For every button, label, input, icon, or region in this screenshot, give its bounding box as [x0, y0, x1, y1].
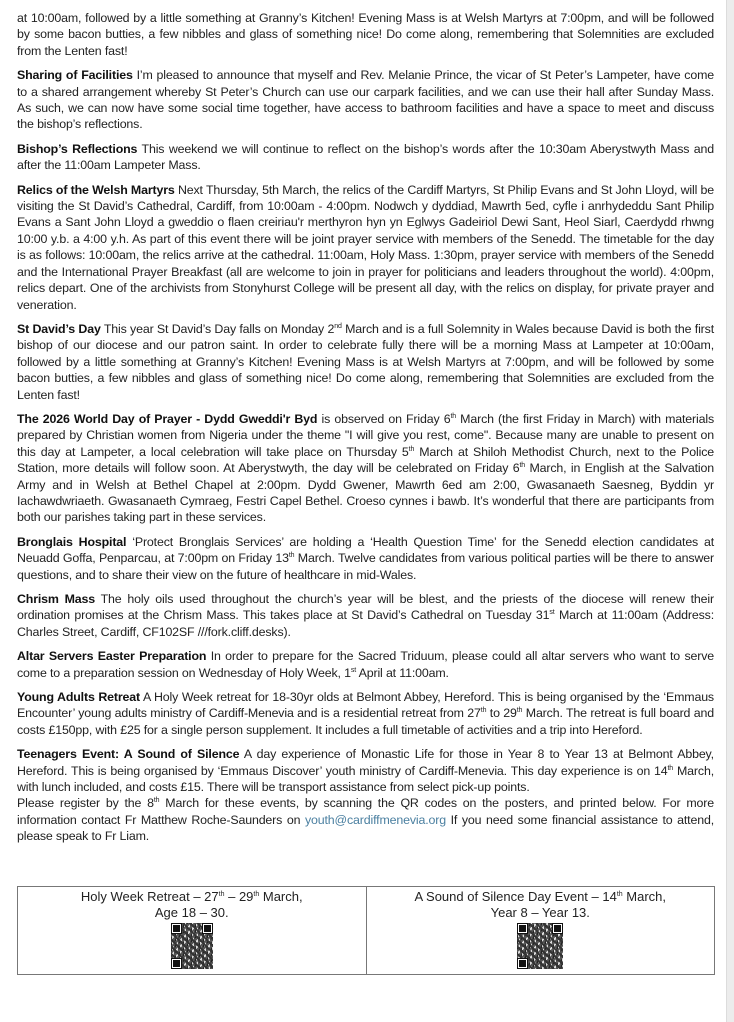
cell-text: A Sound of Silence Day Event – 14 [414, 889, 617, 904]
sound-of-silence-title [371, 889, 711, 905]
section-body: The holy oils used throughout the church’s year will be blest, and the priests of the diocese will renew their ordination promises at the Chrism Mass. This takes place at St David’s Cathedral on Tuesday 31 [17, 592, 714, 623]
ordinal-suffix: th [480, 707, 487, 715]
holy-week-retreat-title [22, 889, 362, 905]
qr-finder-pattern [172, 924, 181, 933]
register-text: If you need some financial assistance to attend, please speak to Fr Liam. [17, 812, 714, 844]
qr-finder-pattern [172, 959, 181, 968]
holy-week-retreat-age: Age 18 – 30. [154, 905, 229, 920]
section-young-adults-retreat [17, 689, 714, 738]
section-teenagers-event [17, 746, 714, 795]
section-body: A day experience of Monastic Life for those in Year 8 to Year 13 at Belmont Abbey, Hereford. This is being organised by ‘Emmaus Discover’ youth ministry of Cardiff-Menevia. This day experience is on 14 [17, 747, 714, 778]
qr-finder-pattern [553, 924, 562, 933]
section-body: In order to prepare for the Sacred Triduum, please could all altar servers who want to serve come to a preparation session on Wednesday of Holy Week, 1 [17, 649, 714, 680]
qr-finder-pattern [203, 924, 212, 933]
ordinal-suffix: th [288, 552, 295, 560]
register-note [17, 795, 714, 844]
section-body: April at 11:00am. [356, 665, 449, 680]
section-body: A Holy Week retreat for 18-30yr olds at Belmont Abbey, Hereford. This is being organised by the ‘Emmaus Encounter’ young adults ministry of Cardiff-Menevia and is a residential retreat from 27 [17, 690, 714, 721]
section-heading: Bishop’s Reflections [17, 141, 138, 156]
section-body: I’m pleased to announce that myself and Rev. Melanie Prince, the vicar of St Peter’s Lampeter, have come to a shared arrangement whereby St Peter’s Church can use our carpark facilities, and we can use their hall after Sunday Mass. As such, we can now have some social time together, have access to bathroom facilities and have a space to meet and discuss the bishop’s reflections. [17, 68, 714, 132]
section-bishops-reflections [17, 141, 714, 174]
section-body: is observed on Friday 6 [317, 411, 451, 426]
ordinal-suffix: th [616, 891, 623, 898]
section-heading: The 2026 World Day of Prayer - Dydd Gweddi'r Byd [17, 411, 318, 426]
section-heading: Bronglais Hospital [17, 534, 127, 549]
youth-email-link[interactable]: youth@cardiffmenevia.org [304, 812, 446, 827]
ordinal-suffix: th [450, 412, 456, 420]
qr-finder-pattern [518, 959, 527, 968]
cell-text: – 29 [224, 889, 254, 904]
section-heading: Sharing of Facilities [17, 68, 133, 83]
ordinal-suffix: th [408, 445, 415, 453]
ordinal-suffix: nd [334, 322, 342, 330]
section-body: Next Thursday, 5th March, the relics of the Cardiff Martyrs, St Philip Evans and St John Lloyd, will be visiting the St David’s Cathedral, Cardiff, from 10:00am - 4:00pm. Nodwch y dyddiad, Mawrth 5ed, cyfle i anrhydeddu Sant Philip Evans a Sant John Lloyd a gweddio o flaen creiriau'r merthyron hyn yn Eglwys Gadeiriol Dewi Sant, Heol Siarl, Caerdydd rhwng 10:00 y.b. a 4:00 y.h. As part of this event there will be joint prayer service with members of the Senedd. The timetable for the day is as follows: 10:00am, the relics arrive at the cathedral. 11:00am, Holy Mass. 1:30pm, prayer service with members of the Senedd and the International Prayer Breakfast (all are welcome to join in prayer for politicians and leaders throughout the world). 4:00pm, relics depart. One of the archivists from Stonyhurst College will be present all day, with the relics on display, for private prayer and veneration. [17, 182, 714, 312]
section-chrism-mass [17, 591, 714, 640]
ordinal-suffix: th [218, 891, 225, 898]
holy-week-retreat-cell [18, 887, 367, 975]
ordinal-suffix: th [153, 797, 160, 805]
section-heading: Relics of the Welsh Martyrs [17, 182, 175, 197]
sound-of-silence-cell [366, 887, 715, 975]
section-heading: Altar Servers Easter Preparation [17, 649, 207, 664]
register-text: Please register by the 8 [17, 796, 154, 811]
qr-finder-pattern [518, 924, 527, 933]
qr-code-table [17, 886, 715, 975]
cell-text: March, [259, 889, 303, 904]
section-body: March. The retreat is full board and costs £150pp, with £25 for a single person supplement. It includes a full timetable of activities and a trip into Hereford. [17, 706, 714, 737]
sound-of-silence-years: Year 8 – Year 13. [490, 905, 590, 920]
section-bronglais-hospital [17, 534, 714, 583]
section-body: March, with lunch included, and costs £15. There will be transport assistance from select pick-up points. [17, 763, 714, 795]
section-body: March at Shiloh Methodist Church, next to the Police Station, more details will follow soon. At Aberystwyth, the day will be celebrated on Friday 6 [17, 444, 714, 476]
ordinal-suffix: st [549, 609, 555, 617]
qr-code-icon[interactable] [171, 923, 213, 969]
ordinal-suffix: th [519, 462, 526, 470]
section-heading: Chrism Mass [17, 592, 96, 606]
section-relics-welsh-martyrs [17, 182, 714, 313]
section-body: March at 11:00am (Address: Charles Street, Cardiff, CF102SF ///fork.cliff.desks). [17, 608, 714, 639]
section-body: This year St David’s Day falls on Monday 2 [100, 321, 335, 336]
bulletin-content [17, 10, 714, 853]
section-body: March (the first Friday in March) with materials prepared by Christian women from Nigeria under the theme "I will give you rest, come". Because many are unable to present on this day at Lampeter, a local celebration will take place on Thursday 5 [17, 411, 714, 459]
intro-continuation-paragraph [17, 10, 714, 59]
section-body: This weekend we will continue to reflect on the bishop’s words after the 10:30am Aberystwyth Mass and after the 11:00am Lampeter Mass. [17, 141, 714, 173]
cell-text: Holy Week Retreat – 27 [80, 889, 219, 904]
section-heading: Teenagers Event: A Sound of Silence [17, 747, 240, 762]
ordinal-suffix: th [516, 707, 523, 715]
section-heading: Young Adults Retreat [17, 690, 140, 705]
page-edge-scroll-gutter [726, 0, 734, 1022]
section-heading: St David’s Day [17, 321, 101, 336]
section-body: March. Twelve candidates from various political parties will be there to answer questions, and to share their view on the future of healthcare in mid-Wales. [17, 551, 714, 582]
section-body: March and is a full Solemnity in Wales because David is both the first bishop of our diocese and our patron saint. In order to celebrate fully there will be a morning Mass at Lampeter at 10:00am, followed by a little something at Granny’s Kitchen! Evening Mass is at Welsh Martyrs at 7:00pm, and will be followed by some bacon butties, a few nibbles and glass of something nice! Do come along, remembering that Solemnities are excluded from the Lenten fast! [17, 321, 714, 402]
ordinal-suffix: th [667, 764, 674, 772]
section-sharing-of-facilities [17, 67, 714, 133]
section-altar-servers [17, 648, 714, 681]
ordinal-suffix: th [253, 891, 260, 898]
section-world-day-of-prayer [17, 411, 714, 526]
section-st-davids-day [17, 321, 714, 403]
register-text: March for these events, by scanning the QR codes on the posters, and printed below. For more information contact Fr Matthew Roche-Saunders on [17, 796, 715, 827]
ordinal-suffix: st [350, 666, 356, 674]
paragraph-text: at 10:00am, followed by a little something at Granny’s Kitchen! Evening Mass is at Welsh Martyrs at 7:00pm, and will be followed by some bacon butties, a few nibbles and glass of something nice! Do come along, remembering that Solemnities are excluded from the Lenten fast! [17, 11, 714, 58]
section-body: ‘Protect Bronglais Services’ are holding a ‘Health Question Time’ for the Senedd election candidates at Neuadd Goffa, Penparcau, at 7:00pm on Friday 13 [17, 534, 715, 566]
cell-text: March, [622, 889, 667, 904]
section-body: March, in English at the Salvation Army and in Welsh at Bethel Chapel at 2:00pm. Dydd Gwener, Mawrth 6ed am 2:00, Gwasanaeth Saesneg, Byddin yr Iachawdwriaeth. Gwasanaeth Cymraeg, Festri Capel Bethel. Croeso cynnes i bawb. It’s wonderful that there are participants from both our parishes taking part in these services. [17, 461, 714, 525]
section-body: to 29 [486, 706, 517, 721]
qr-code-icon[interactable] [517, 923, 563, 969]
